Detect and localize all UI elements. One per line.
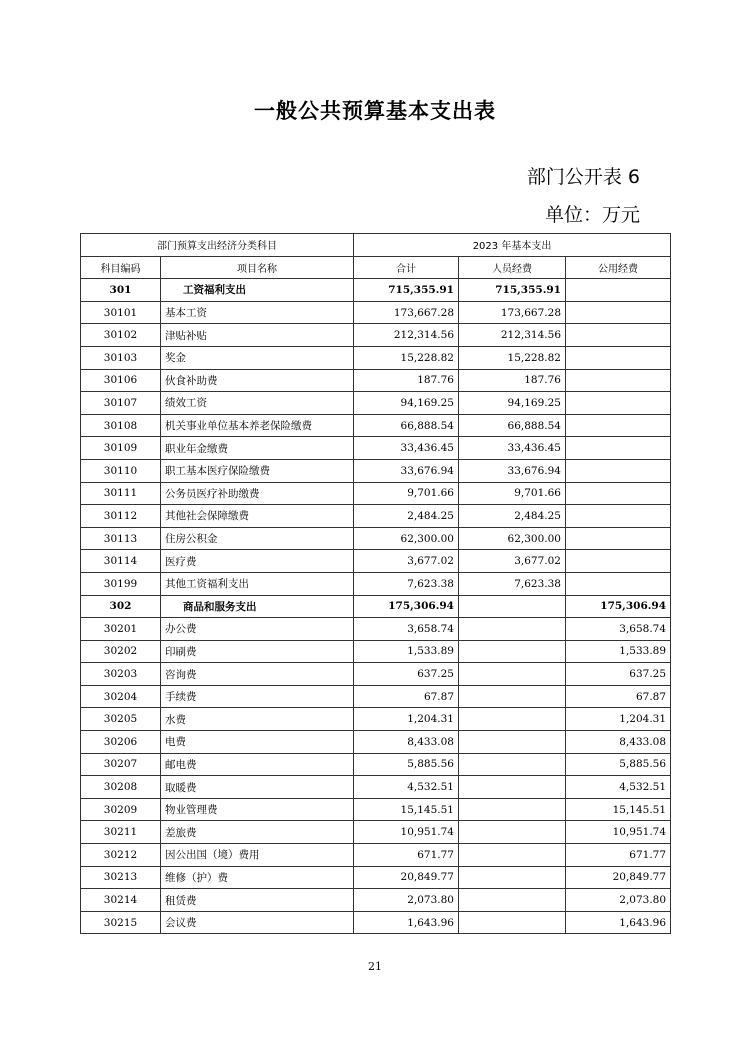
table-column-header-row — [81, 256, 671, 279]
row-public — [566, 527, 671, 550]
row-total: 7,623.38 — [354, 572, 459, 595]
table-row — [81, 798, 671, 821]
row-personnel — [459, 640, 566, 663]
col-header-personnel: 人员经费 — [459, 256, 566, 279]
table-row — [81, 640, 671, 663]
row-public: 20,849.77 — [566, 866, 671, 889]
row-item-name: 咨询费 — [161, 663, 354, 686]
row-item-name: 水费 — [161, 708, 354, 731]
row-item-name: 其他工资福利支出 — [161, 572, 354, 595]
row-code: 30203 — [81, 663, 161, 686]
table-row — [81, 392, 671, 415]
row-total: 1,533.89 — [354, 640, 459, 663]
table-row — [81, 482, 671, 505]
row-personnel: 15,228.82 — [459, 346, 566, 369]
col-header-public: 公用经费 — [566, 256, 671, 279]
row-public: 637.25 — [566, 663, 671, 686]
row-total: 15,228.82 — [354, 346, 459, 369]
row-public — [566, 414, 671, 437]
row-code: 30106 — [81, 369, 161, 392]
row-code: 30103 — [81, 346, 161, 369]
row-total: 3,677.02 — [354, 550, 459, 573]
row-total: 94,169.25 — [354, 392, 459, 415]
row-total: 2,484.25 — [354, 505, 459, 528]
row-code: 30112 — [81, 505, 161, 528]
row-personnel — [459, 911, 566, 934]
row-personnel: 33,436.45 — [459, 437, 566, 460]
row-personnel — [459, 663, 566, 686]
row-public — [566, 392, 671, 415]
row-personnel: 66,888.54 — [459, 414, 566, 437]
table-group-header-row — [81, 234, 671, 257]
row-personnel — [459, 685, 566, 708]
row-code: 30213 — [81, 866, 161, 889]
col-header-item-name: 项目名称 — [161, 256, 354, 279]
table-row — [81, 595, 671, 618]
row-personnel: 7,623.38 — [459, 572, 566, 595]
row-code: 302 — [81, 595, 161, 618]
row-personnel — [459, 595, 566, 618]
row-code: 30212 — [81, 844, 161, 867]
row-code: 30110 — [81, 459, 161, 482]
table-row — [81, 437, 671, 460]
row-public — [566, 437, 671, 460]
document-title: 一般公共预算基本支出表 — [254, 99, 496, 123]
row-item-name: 绩效工资 — [161, 392, 354, 415]
table-row — [81, 663, 671, 686]
row-total: 5,885.56 — [354, 753, 459, 776]
row-personnel: 212,314.56 — [459, 324, 566, 347]
table-row — [81, 821, 671, 844]
table-row — [81, 911, 671, 934]
row-total: 1,204.31 — [354, 708, 459, 731]
row-code: 30102 — [81, 324, 161, 347]
row-code: 30204 — [81, 685, 161, 708]
row-total: 715,355.91 — [354, 279, 459, 302]
table-row — [81, 776, 671, 799]
row-public: 5,885.56 — [566, 753, 671, 776]
row-code: 30207 — [81, 753, 161, 776]
row-code: 30214 — [81, 889, 161, 912]
row-public — [566, 279, 671, 302]
row-item-name: 其他社会保障缴费 — [161, 505, 354, 528]
row-public — [566, 572, 671, 595]
row-personnel: 62,300.00 — [459, 527, 566, 550]
row-total: 10,951.74 — [354, 821, 459, 844]
header-basic-expenditure-group: 2023 年基本支出 — [354, 234, 671, 257]
row-code: 30201 — [81, 618, 161, 641]
row-total: 3,658.74 — [354, 618, 459, 641]
col-header-code: 科目编码 — [81, 256, 161, 279]
row-public — [566, 301, 671, 324]
row-public: 10,951.74 — [566, 821, 671, 844]
table-row — [81, 527, 671, 550]
row-item-name: 因公出国（境）费用 — [161, 844, 354, 867]
row-code: 30206 — [81, 731, 161, 754]
row-personnel — [459, 708, 566, 731]
row-code: 30113 — [81, 527, 161, 550]
row-personnel: 33,676.94 — [459, 459, 566, 482]
row-public: 67.87 — [566, 685, 671, 708]
row-personnel — [459, 844, 566, 867]
table-row — [81, 279, 671, 302]
row-item-name: 职业年金缴费 — [161, 437, 354, 460]
row-total: 637.25 — [354, 663, 459, 686]
row-personnel — [459, 866, 566, 889]
row-code: 30108 — [81, 414, 161, 437]
table-row — [81, 346, 671, 369]
row-total: 15,145.51 — [354, 798, 459, 821]
row-item-name: 会议费 — [161, 911, 354, 934]
row-personnel: 173,667.28 — [459, 301, 566, 324]
table-row — [81, 866, 671, 889]
table-row — [81, 844, 671, 867]
row-personnel: 3,677.02 — [459, 550, 566, 573]
row-public — [566, 346, 671, 369]
table-row — [81, 708, 671, 731]
row-item-name: 维修（护）费 — [161, 866, 354, 889]
col-header-total: 合计 — [354, 256, 459, 279]
table-row — [81, 369, 671, 392]
row-total: 33,436.45 — [354, 437, 459, 460]
row-public — [566, 459, 671, 482]
header-classification-group: 部门预算支出经济分类科目 — [81, 234, 354, 257]
row-public — [566, 482, 671, 505]
row-personnel — [459, 889, 566, 912]
table-row — [81, 414, 671, 437]
table-row — [81, 685, 671, 708]
row-total: 33,676.94 — [354, 459, 459, 482]
row-public — [566, 369, 671, 392]
row-code: 30109 — [81, 437, 161, 460]
row-public: 8,433.08 — [566, 731, 671, 754]
row-item-name: 邮电费 — [161, 753, 354, 776]
row-personnel — [459, 753, 566, 776]
row-code: 30111 — [81, 482, 161, 505]
row-item-name: 差旅费 — [161, 821, 354, 844]
row-public: 1,533.89 — [566, 640, 671, 663]
row-total: 2,073.80 — [354, 889, 459, 912]
page-number: 21 — [368, 960, 382, 973]
row-public: 1,204.31 — [566, 708, 671, 731]
row-item-name: 公务员医疗补助缴费 — [161, 482, 354, 505]
row-code: 30199 — [81, 572, 161, 595]
row-total: 20,849.77 — [354, 866, 459, 889]
table-row — [81, 550, 671, 573]
row-public: 4,532.51 — [566, 776, 671, 799]
row-code: 30202 — [81, 640, 161, 663]
row-personnel — [459, 618, 566, 641]
row-total: 212,314.56 — [354, 324, 459, 347]
row-code: 30101 — [81, 301, 161, 324]
row-total: 62,300.00 — [354, 527, 459, 550]
row-personnel: 9,701.66 — [459, 482, 566, 505]
row-public: 3,658.74 — [566, 618, 671, 641]
row-public: 671.77 — [566, 844, 671, 867]
table-row — [81, 731, 671, 754]
table-number-label: 部门公开表 6 — [526, 166, 640, 188]
row-public — [566, 505, 671, 528]
row-public: 15,145.51 — [566, 798, 671, 821]
row-code: 30107 — [81, 392, 161, 415]
row-total: 67.87 — [354, 685, 459, 708]
row-total: 175,306.94 — [354, 595, 459, 618]
row-item-name: 伙食补助费 — [161, 369, 354, 392]
row-item-name: 电费 — [161, 731, 354, 754]
table-row — [81, 459, 671, 482]
row-item-name: 医疗费 — [161, 550, 354, 573]
row-item-name: 租赁费 — [161, 889, 354, 912]
row-total: 173,667.28 — [354, 301, 459, 324]
unit-label: 单位：万元 — [544, 204, 640, 226]
row-total: 671.77 — [354, 844, 459, 867]
row-personnel: 2,484.25 — [459, 505, 566, 528]
row-item-name: 工资福利支出 — [161, 279, 354, 302]
row-public — [566, 550, 671, 573]
row-item-name: 办公费 — [161, 618, 354, 641]
table-row — [81, 505, 671, 528]
row-total: 9,701.66 — [354, 482, 459, 505]
row-total: 8,433.08 — [354, 731, 459, 754]
row-item-name: 住房公积金 — [161, 527, 354, 550]
row-item-name: 机关事业单位基本养老保险缴费 — [161, 414, 354, 437]
row-code: 301 — [81, 279, 161, 302]
row-total: 187.76 — [354, 369, 459, 392]
row-total: 4,532.51 — [354, 776, 459, 799]
table-row — [81, 889, 671, 912]
row-item-name: 基本工资 — [161, 301, 354, 324]
table-row — [81, 753, 671, 776]
row-personnel: 715,355.91 — [459, 279, 566, 302]
row-item-name: 商品和服务支出 — [161, 595, 354, 618]
table-body — [81, 279, 671, 934]
row-total: 1,643.96 — [354, 911, 459, 934]
table-row — [81, 572, 671, 595]
row-item-name: 奖金 — [161, 346, 354, 369]
row-personnel — [459, 731, 566, 754]
row-public — [566, 324, 671, 347]
row-code: 30205 — [81, 708, 161, 731]
row-public: 175,306.94 — [566, 595, 671, 618]
row-item-name: 取暖费 — [161, 776, 354, 799]
row-personnel: 187.76 — [459, 369, 566, 392]
row-public: 1,643.96 — [566, 911, 671, 934]
table-row — [81, 324, 671, 347]
row-code: 30211 — [81, 821, 161, 844]
row-personnel — [459, 776, 566, 799]
row-item-name: 津贴补贴 — [161, 324, 354, 347]
row-code: 30215 — [81, 911, 161, 934]
table-row — [81, 618, 671, 641]
row-code: 30114 — [81, 550, 161, 573]
budget-table — [80, 233, 671, 934]
row-personnel: 94,169.25 — [459, 392, 566, 415]
row-personnel — [459, 821, 566, 844]
row-item-name: 职工基本医疗保险缴费 — [161, 459, 354, 482]
row-public: 2,073.80 — [566, 889, 671, 912]
row-code: 30208 — [81, 776, 161, 799]
row-item-name: 印刷费 — [161, 640, 354, 663]
row-item-name: 手续费 — [161, 685, 354, 708]
row-personnel — [459, 798, 566, 821]
row-code: 30209 — [81, 798, 161, 821]
row-total: 66,888.54 — [354, 414, 459, 437]
table-row — [81, 301, 671, 324]
row-item-name: 物业管理费 — [161, 798, 354, 821]
